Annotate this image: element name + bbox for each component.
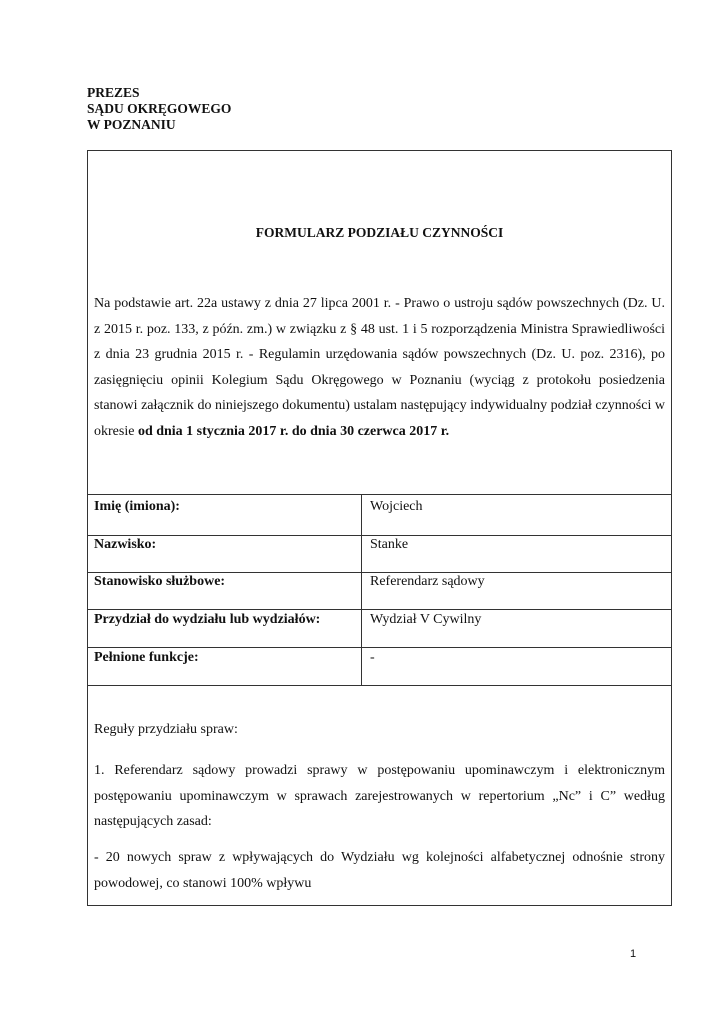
value-first-name: Wojciech (370, 499, 423, 514)
issuer-line-3: W POZNANIU (87, 117, 176, 132)
label-position: Stanowisko służbowe: (94, 574, 226, 589)
table-top-border (88, 494, 671, 495)
rule-1-item: - 20 nowych spraw z wpływających do Wydziału wg kolejności alfabetycznej odnośnie strony powodowej, co stanowi 100% wpływu (94, 850, 665, 891)
table-row-divider (88, 572, 671, 573)
rules-heading: Reguły przydziału spraw: (94, 722, 238, 737)
intro-period: od dnia 1 stycznia 2017 r. do dnia 30 czerwca 2017 r. (137, 423, 450, 439)
intro-text: Na podstawie art. 22a ustawy z dnia 27 lipca 2001 r. - Prawo o ustroju sądów powszechnych (Dz. U. z 2015 r. poz. 133, z późn. zm.) w związku z § 48 ust. 1 i 5 rozporządzenia Ministra Sprawiedliwości z dnia 23 grudnia 2015 r. - Regulamin urzędowania sądów powszechnych (Dz. U. poz. 2316), po zasięgnięciu opinii Kolegium Sądu Okręgowego w Poznaniu (wyciąg z protokołu posiedzenia stanowi załącznik do niniejszego dokumentu) ustalam następujący indywidualny podział czynności w okresie (94, 296, 665, 439)
value-position: Referendarz sądowy (370, 574, 485, 589)
form-frame (87, 150, 672, 906)
label-department: Przydział do wydziału lub wydziałów: (94, 612, 321, 627)
table-column-divider (361, 494, 362, 685)
issuer-line-1: PREZES (87, 85, 140, 100)
intro-paragraph (94, 291, 665, 445)
label-functions: Pełnione funkcje: (94, 650, 199, 665)
issuer-line-2: SĄDU OKRĘGOWEGO (87, 101, 232, 116)
issuer-header (87, 85, 231, 133)
rule-1-paragraph: 1. Referendarz sądowy prowadzi sprawy w postępowaniu upominawczym i elektronicznym postępowaniu upominawczym w sprawach zarejestrowanych w repertorium „Nc” i C” według następujących zasad: (94, 763, 665, 830)
page-number: 1 (630, 948, 637, 960)
label-first-name: Imię (imiona): (94, 499, 180, 514)
label-surname: Nazwisko: (94, 537, 157, 552)
table-row-divider (88, 535, 671, 536)
value-functions: - (370, 650, 375, 665)
table-row-divider (88, 609, 671, 610)
value-surname: Stanke (370, 537, 409, 552)
form-title: FORMULARZ PODZIAŁU CZYNNOŚCI (255, 225, 504, 240)
value-department: Wydział V Cywilny (370, 612, 482, 627)
table-bottom-border (88, 685, 671, 686)
table-row-divider (88, 647, 671, 648)
